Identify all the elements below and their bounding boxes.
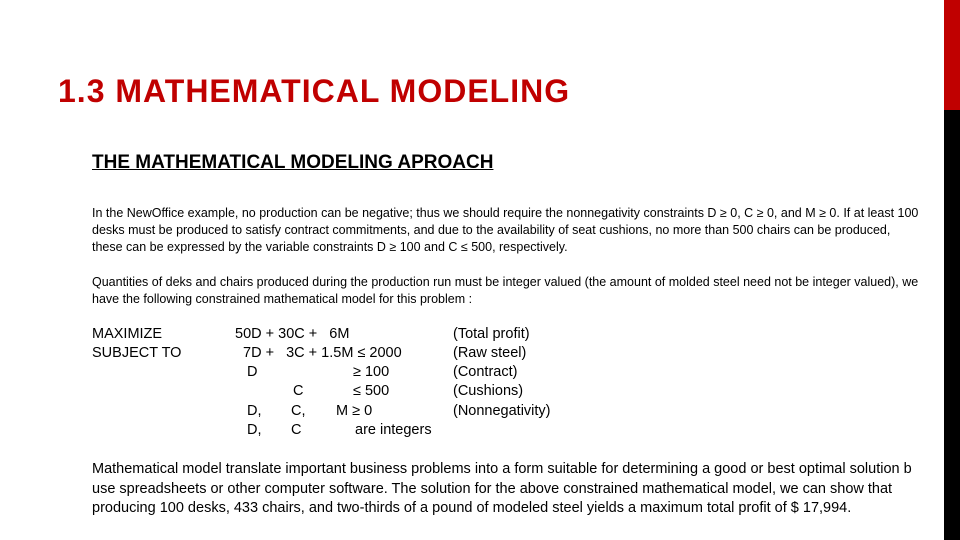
paragraph-nonnegativity: In the NewOffice example, no production can be negative; thus we should require the nonnegativity constraints D ≥ 0, C ≥ 0, and M ≥ 0. If at least 100 desks must be produced to satisfy contract commitments, and due to the availability of seat cushions, no more than 500 chairs can be produced, these can be expressed by the variable constraints D ≥ 100 and C ≤ 500, respectively.: [92, 206, 919, 254]
constraint-nonneg-d: D,: [247, 403, 262, 419]
constraint-contract-var: D: [247, 364, 258, 380]
constraint-raw-steel-note: (Raw steel): [453, 345, 527, 361]
constraint-integer-d: D,: [247, 422, 262, 438]
constraint-nonneg-c: C,: [291, 403, 306, 419]
maximize-label: MAXIMIZE: [92, 326, 163, 342]
constraint-cushions-var: C: [293, 383, 304, 399]
constraint-integer-c: C: [291, 422, 302, 438]
objective-note: (Total profit): [453, 326, 530, 342]
constraint-contract-note: (Contract): [453, 364, 518, 380]
objective-function: 50D + 30C + 6M: [235, 326, 350, 342]
accent-bar-red: [944, 0, 960, 110]
subject-to-label: SUBJECT TO: [92, 345, 182, 361]
constraint-nonneg-m: M ≥ 0: [336, 403, 373, 419]
paragraph-integer-quantities: Quantities of deks and chairs produced during the production run must be integer valued (the amount of molded steel need not be integer valued), we have the following constrained mathematical model for this problem :: [92, 275, 919, 306]
section-heading: THE MATHEMATICAL MODELING APROACH: [92, 152, 494, 173]
slide-title: 1.3 MATHEMATICAL MODELING: [58, 73, 571, 109]
constraint-cushions-rhs: ≤ 500: [353, 383, 390, 399]
constraint-integer-text: are integers: [355, 422, 432, 438]
paragraph-solution: Mathematical model translate important business problems into a form suitable for determining a good or best optimal solution b use spreadsheets or other computer software. The solution for the above constrained mathematical model, we can show that producing 100 desks, 433 chairs, and two-thirds of a pound of modeled steel yields a maximum total profit of $ 17,994.: [92, 461, 912, 516]
constraint-raw-steel: 7D + 3C + 1.5M ≤ 2000: [243, 345, 402, 361]
constraint-cushions-note: (Cushions): [453, 383, 524, 399]
constraint-contract-rhs: ≥ 100: [353, 364, 390, 380]
accent-bar-black: [944, 110, 960, 540]
constraint-nonneg-note: (Nonnegativity): [453, 403, 551, 419]
